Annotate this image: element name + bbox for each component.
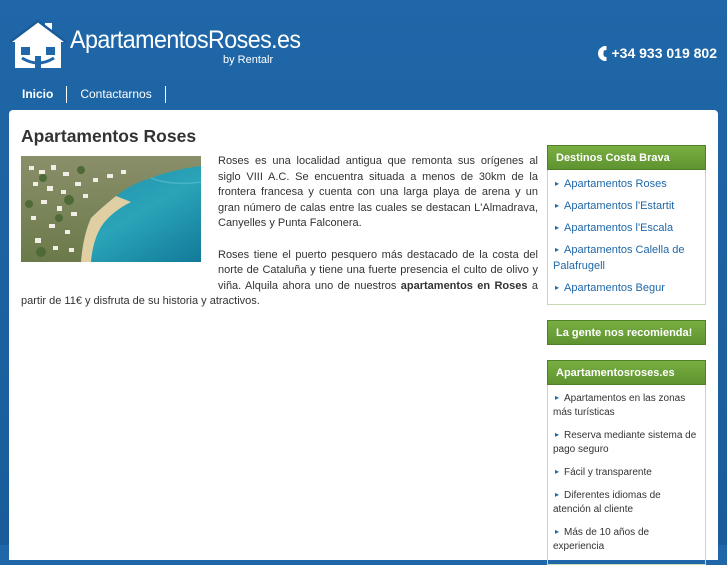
info-item: ▸ Más de 10 años de experiencia <box>553 527 650 552</box>
site-logo[interactable] <box>8 18 301 72</box>
info-title: Apartamentosroses.es <box>547 360 706 385</box>
content-area <box>9 110 718 560</box>
bullet-icon: ▸ <box>555 245 560 254</box>
recomienda-button[interactable]: La gente nos recomienda! <box>547 320 706 345</box>
destino-link[interactable]: ▸ Apartamentos l'Escala <box>555 222 674 234</box>
destino-link[interactable]: ▸ Apartamentos Roses <box>555 178 667 190</box>
bullet-icon: ▸ <box>555 430 560 439</box>
sidebar <box>547 145 706 565</box>
paragraph-1: Roses es una localidad antigua que remonta sus orígenes al siglo VIII A.C. Se encuentra situada a menos de 30km de la frontera francesa y cuenta con una larga playa de arena y un gran número de calas entre las cuales se destacan L'Almadrava, Canyelles y Punta Falconera. <box>218 155 538 230</box>
bullet-icon: ▸ <box>555 201 560 210</box>
page-title: Apartamentos Roses <box>21 126 197 146</box>
bullet-icon: ▸ <box>555 283 560 292</box>
info-item: ▸ Apartamentos en las zonas más turísticas <box>553 393 686 418</box>
destino-link[interactable]: ▸ Apartamentos Begur <box>555 282 665 294</box>
brand-name: ApartamentosRoses.es <box>70 26 301 54</box>
bullet-icon: ▸ <box>555 223 560 232</box>
phone-icon <box>598 46 607 61</box>
phone-text: +34 933 019 802 <box>611 45 717 61</box>
house-logo-icon <box>8 18 68 70</box>
destinos-title: Destinos Costa Brava <box>547 145 706 170</box>
info-item: ▸ Diferentes idiomas de atención al cliente <box>553 490 661 515</box>
bullet-icon: ▸ <box>555 393 560 402</box>
paragraph-2: Roses tiene el puerto pesquero más destacado de la costa del norte de Cataluña y tiene una fuerte presencia el culto de olivo y viña. Alquila ahora uno de nuestros apartamentos en Roses a partir de 11€ y disfruta de su historia y atractivos. <box>21 248 538 308</box>
info-box <box>547 360 706 565</box>
nav-item-inicio[interactable]: Inicio <box>9 86 67 103</box>
main-nav <box>9 85 166 103</box>
apartamentos-roses-link[interactable]: apartamentos en Roses <box>400 279 528 292</box>
roses-coast-photo <box>21 156 201 262</box>
bullet-icon: ▸ <box>555 179 560 188</box>
info-item: ▸ Reserva mediante sistema de pago seguro <box>553 430 697 455</box>
brand-subtitle: by Rentalr <box>223 54 274 66</box>
destino-link[interactable]: ▸ Apartamentos Calella de Palafrugell <box>553 244 685 272</box>
bullet-icon: ▸ <box>555 467 560 476</box>
destinos-box <box>547 145 706 305</box>
info-item: ▸ Fácil y transparente <box>555 467 652 478</box>
bullet-icon: ▸ <box>555 527 560 536</box>
nav-item-contactarnos[interactable]: Contactarnos <box>67 86 165 103</box>
bullet-icon: ▸ <box>555 490 560 499</box>
destino-link[interactable]: ▸ Apartamentos l'Estartit <box>555 200 675 212</box>
phone-number <box>598 45 718 61</box>
